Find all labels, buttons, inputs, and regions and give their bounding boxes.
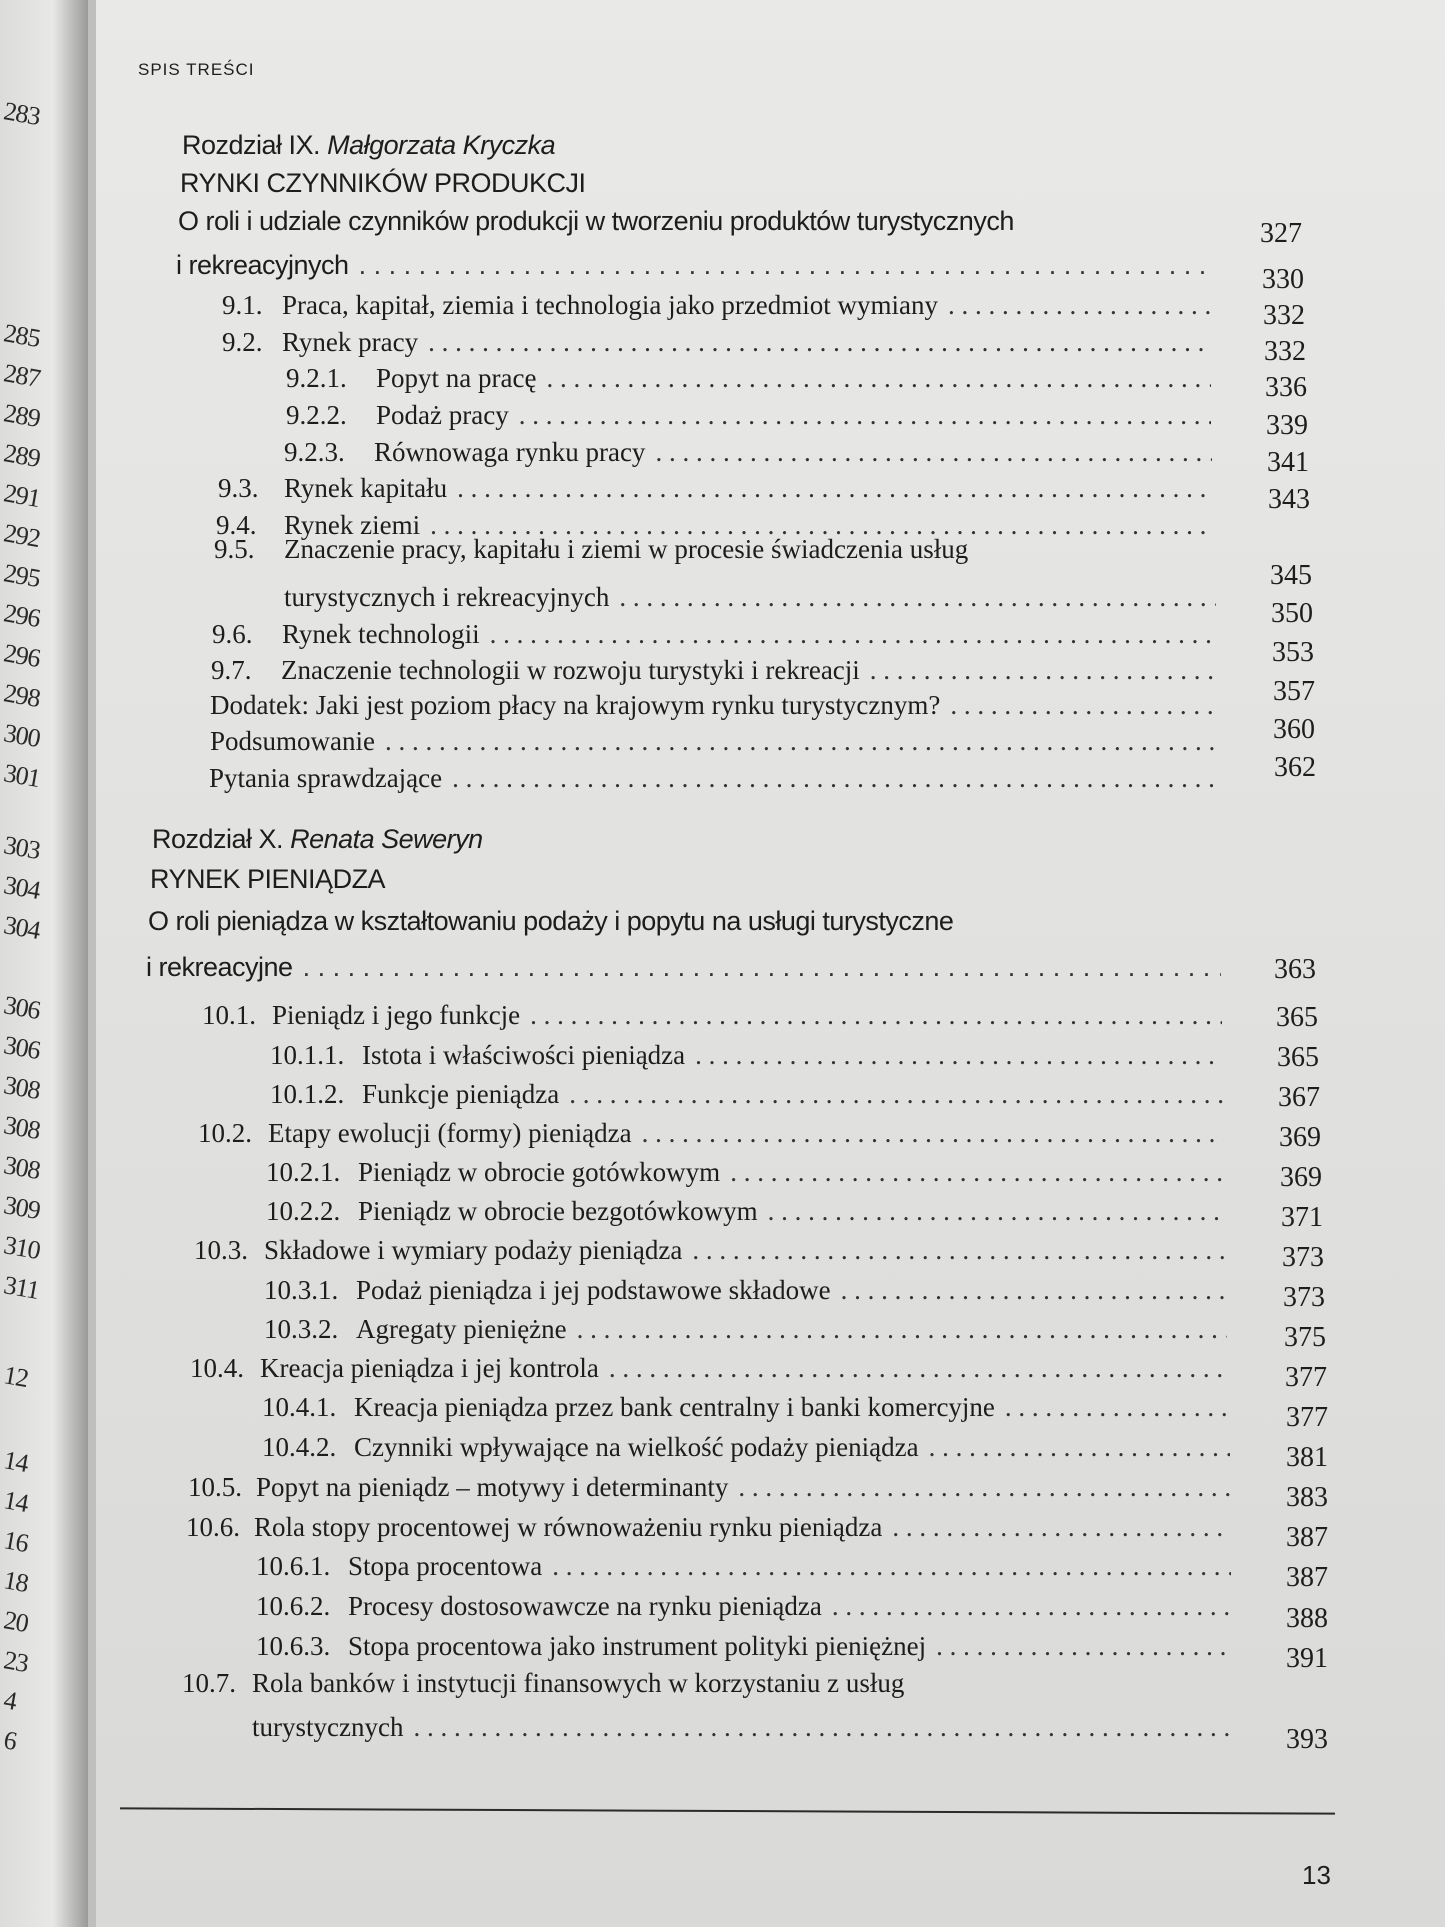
toc-entry[interactable] <box>202 1000 1232 1031</box>
leader-dots <box>428 327 1210 358</box>
entry-title: Znaczenie pracy, kapitału i ziemi w procesie świadczenia usług <box>284 534 969 564</box>
leader-dots <box>832 1591 1231 1622</box>
entry-number: 10.2.2. <box>266 1196 341 1226</box>
left-page-number: 301 <box>1 758 43 794</box>
entry-page: 353 <box>1272 637 1314 668</box>
entry-page: 388 <box>1286 1603 1328 1634</box>
entry-number: 9.2.1. <box>286 363 347 393</box>
toc-entry[interactable] <box>266 1196 1235 1227</box>
leader-dots <box>552 1551 1231 1582</box>
left-page-number: 296 <box>1 598 43 634</box>
left-page-number: 296 <box>1 638 43 674</box>
toc-entry[interactable] <box>198 1118 1234 1149</box>
toc-entry[interactable] <box>190 1353 1238 1384</box>
entry-title: Podsumowanie <box>210 726 375 756</box>
leader-dots <box>452 763 1219 794</box>
leader-dots <box>642 1118 1224 1149</box>
toc-entry[interactable] <box>286 400 1221 431</box>
left-page-number: 310 <box>1 1230 43 1266</box>
entry-number: 10.3. <box>194 1235 248 1265</box>
entry-page: 375 <box>1284 1322 1326 1353</box>
toc-entry[interactable] <box>264 1314 1237 1345</box>
toc-entry[interactable] <box>286 363 1221 394</box>
toc-entry[interactable] <box>222 290 1220 321</box>
entry-title: Rynek pracy <box>282 327 419 357</box>
entry-title: Równowaga rynku pracy <box>374 437 646 467</box>
chapter-10-subtitle-row <box>146 952 1231 983</box>
entry-title-continued: turystycznych <box>252 1712 404 1742</box>
left-page-number: 289 <box>1 398 43 434</box>
entry-title: Składowe i wymiary podaży pieniądza <box>264 1235 683 1265</box>
left-page-number: 287 <box>1 358 43 394</box>
chapter-9-subtitle-line1: O roli i udziale czynników produkcji w tworzeniu produktów turystycznych <box>178 206 1014 236</box>
left-page-number: 18 <box>1 1565 31 1598</box>
entry-title: Etapy ewolucji (formy) pieniądza <box>268 1118 632 1148</box>
toc-entry-line1[interactable] <box>182 1668 904 1699</box>
entry-number: 10.4. <box>190 1353 244 1383</box>
leader-dots <box>359 250 1216 281</box>
chapter-10-subtitle-line1: O roli pieniądza w kształtowaniu podaży i popytu na usługi turystyczne <box>148 906 954 936</box>
entry-number: 10.1.1. <box>270 1040 345 1070</box>
leader-dots <box>738 1472 1230 1503</box>
entry-page: 360 <box>1273 714 1315 745</box>
entry-number: 10.2.1. <box>266 1157 341 1187</box>
chapter-10-subtitle-line2: i rekreacyjne <box>146 952 293 982</box>
toc-entry-line2[interactable] <box>284 582 1226 613</box>
toc-entry[interactable] <box>210 690 1228 721</box>
entry-page: 332 <box>1263 300 1305 331</box>
entry-title: Praca, kapitał, ziemia i technologia jako przedmiot wymiany <box>282 290 939 320</box>
leader-dots <box>530 1000 1222 1031</box>
toc-entry[interactable] <box>222 327 1220 358</box>
left-page-number: 292 <box>1 518 43 554</box>
leader-dots <box>768 1196 1225 1227</box>
entry-page: 377 <box>1285 1362 1327 1393</box>
page-number: 13 <box>1302 1860 1331 1890</box>
left-page-number: 298 <box>1 678 43 714</box>
entry-number: 10.4.2. <box>262 1432 337 1462</box>
left-page-number: 308 <box>1 1070 43 1106</box>
left-page-number: 309 <box>1 1190 43 1226</box>
toc-entry-line2[interactable] <box>252 1712 1242 1743</box>
entry-number: 10.6. <box>186 1512 240 1542</box>
entry-title: Rynek technologii <box>282 619 480 649</box>
entry-page: 339 <box>1266 410 1308 441</box>
left-page-number: 308 <box>1 1150 43 1186</box>
entry-number: 9.7. <box>211 655 252 685</box>
entry-title: Stopa procentowa jako instrument polityki pieniężnej <box>348 1631 927 1661</box>
entry-title: Rola banków i instytucji finansowych w korzystaniu z usług <box>252 1668 905 1698</box>
leader-dots <box>695 1040 1222 1071</box>
entry-page: 373 <box>1282 1242 1324 1273</box>
leader-dots <box>892 1512 1230 1543</box>
left-page-number: 289 <box>1 438 43 474</box>
entry-title-continued: turystycznych i rekreacyjnych <box>284 582 610 612</box>
left-page-number: 12 <box>1 1360 31 1393</box>
chapter-9-label: Rozdział IX. <box>182 130 321 160</box>
entry-title: Rynek ziemi <box>284 510 421 540</box>
toc-entry[interactable] <box>256 1631 1241 1662</box>
left-page-number: 300 <box>1 718 43 754</box>
toc-entry[interactable] <box>256 1551 1241 1582</box>
toc-entry[interactable] <box>266 1157 1234 1188</box>
leader-dots <box>413 1712 1232 1743</box>
entry-page: 393 <box>1286 1724 1328 1755</box>
leader-dots <box>519 400 1211 431</box>
entry-page: 341 <box>1267 447 1309 478</box>
entry-number: 10.6.3. <box>256 1631 331 1661</box>
entry-page: 365 <box>1277 1042 1319 1073</box>
leader-dots <box>936 1631 1231 1662</box>
leader-dots <box>303 952 1221 983</box>
left-page-number: 6 <box>1 1725 19 1756</box>
entry-title: Podaż pieniądza i jej podstawowe składowe <box>356 1275 831 1305</box>
left-page-edge <box>0 0 88 1927</box>
left-page-number: 20 <box>1 1605 31 1638</box>
entry-title: Procesy dostosowawcze na rynku pieniądza <box>348 1591 822 1621</box>
entry-title: Znaczenie technologii w rozwoju turystyki i rekreacji <box>281 655 860 685</box>
entry-title: Kreacja pieniądza przez bank centralny i banki komercyjne <box>354 1392 995 1422</box>
leader-dots <box>730 1157 1224 1188</box>
entry-title: Rynek kapitału <box>284 473 448 503</box>
left-page-number: 308 <box>1 1110 43 1146</box>
left-page-number: 306 <box>1 1030 43 1066</box>
toc-entry[interactable] <box>256 1591 1241 1622</box>
leader-dots <box>870 655 1218 686</box>
toc-entry[interactable] <box>209 763 1229 794</box>
toc-entry[interactable] <box>262 1432 1240 1463</box>
entry-page: 373 <box>1283 1282 1325 1313</box>
entry-page: 365 <box>1276 1002 1318 1033</box>
entry-page: 381 <box>1286 1442 1328 1473</box>
left-page-number: 306 <box>1 990 43 1026</box>
entry-number: 10.5. <box>188 1472 242 1502</box>
entry-number: 9.1. <box>222 290 263 320</box>
entry-title: Dodatek: Jaki jest poziom płacy na krajowym rynku turystycznym? <box>210 690 941 720</box>
entry-page: 371 <box>1281 1202 1323 1233</box>
left-page-number: 303 <box>1 830 43 866</box>
entry-page: 343 <box>1268 484 1310 515</box>
leader-dots <box>1005 1392 1229 1423</box>
entry-page: 367 <box>1278 1082 1320 1113</box>
chapter-10-heading <box>152 824 483 855</box>
chapter-10-author: Renata Seweryn <box>290 824 483 854</box>
entry-page: 332 <box>1264 336 1306 367</box>
leader-dots <box>577 1314 1227 1345</box>
entry-number: 10.1. <box>202 1000 256 1030</box>
entry-title: Podaż pracy <box>376 400 509 430</box>
entry-page: 387 <box>1286 1562 1328 1593</box>
entry-title: Popyt na pieniądz – motywy i determinanty <box>256 1472 729 1502</box>
toc-entry[interactable] <box>270 1040 1232 1071</box>
leader-dots <box>841 1275 1226 1306</box>
toc-entry[interactable] <box>284 437 1222 468</box>
left-page-number: 295 <box>1 558 43 594</box>
entry-title: Funkcje pieniądza <box>362 1079 560 1109</box>
entry-title: Agregaty pieniężne <box>356 1314 567 1344</box>
leader-dots <box>569 1079 1223 1110</box>
chapter-9-heading <box>182 130 555 161</box>
entry-page: 357 <box>1273 676 1315 707</box>
entry-number: 10.3.1. <box>264 1275 339 1305</box>
entry-number: 10.2. <box>198 1118 252 1148</box>
entry-number: 10.6.1. <box>256 1551 331 1581</box>
entry-number: 10.4.1. <box>262 1392 337 1422</box>
left-page-number: 23 <box>1 1645 31 1678</box>
entry-number: 9.4. <box>216 510 257 540</box>
chapter-9-subtitle-row <box>176 250 1226 281</box>
leader-dots <box>609 1353 1228 1384</box>
entry-title: Pytania sprawdzające <box>209 763 443 793</box>
entry-title: Popyt na pracę <box>376 363 537 393</box>
entry-number: 9.6. <box>212 619 253 649</box>
entry-number: 10.1.2. <box>270 1079 345 1109</box>
entry-number: 9.3. <box>218 473 259 503</box>
toc-entry[interactable] <box>194 1235 1236 1266</box>
left-page-number: 283 <box>1 96 43 132</box>
entry-number: 10.7. <box>182 1668 236 1698</box>
leader-dots <box>490 619 1217 650</box>
entry-page: 330 <box>1262 264 1304 295</box>
leader-dots <box>692 1235 1226 1266</box>
entry-number: 9.5. <box>214 534 255 564</box>
left-page-number: 304 <box>1 910 43 946</box>
entry-page: 350 <box>1271 598 1313 629</box>
chapter-9-author: Małgorzata Kryczka <box>327 130 556 160</box>
entry-number: 10.3.2. <box>264 1314 339 1344</box>
left-page-number: 304 <box>1 870 43 906</box>
chapter-9-subtitle-page: 327 <box>1260 218 1302 249</box>
entry-title: Kreacja pieniądza i jej kontrola <box>260 1353 599 1383</box>
leader-dots <box>929 1432 1230 1463</box>
left-page-number: 291 <box>1 478 43 514</box>
entry-number: 9.2.2. <box>286 400 347 430</box>
toc-entry[interactable] <box>211 655 1228 686</box>
entry-page: 369 <box>1280 1162 1322 1193</box>
chapter-10-title: RYNEK PIENIĄDZA <box>150 864 386 894</box>
entry-number: 9.2. <box>222 327 263 357</box>
toc-entry[interactable] <box>212 619 1227 650</box>
entry-title: Pieniądz w obrocie gotówkowym <box>358 1157 721 1187</box>
entry-page: 369 <box>1279 1122 1321 1153</box>
left-page-number: 14 <box>1 1485 31 1518</box>
entry-page: 362 <box>1274 752 1316 783</box>
leader-dots <box>457 473 1213 504</box>
leader-dots <box>546 363 1211 394</box>
running-head: SPIS TREŚCI <box>138 60 255 79</box>
chapter-10-subtitle-page: 363 <box>1274 954 1316 985</box>
entry-page: 336 <box>1265 372 1307 403</box>
leader-dots <box>948 290 1210 321</box>
entry-page: 345 <box>1270 560 1312 591</box>
toc-entry[interactable] <box>186 1512 1240 1543</box>
chapter-9-subtitle-line2: i rekreacyjnych <box>176 250 349 280</box>
left-page-number: 285 <box>1 318 43 354</box>
left-page-number: 4 <box>1 1685 19 1716</box>
entry-title: Rola stopy procentowej w równoważeniu rynku pieniądza <box>254 1512 883 1542</box>
toc-entry-line1[interactable] <box>214 534 968 565</box>
entry-title: Pieniądz i jego funkcje <box>272 1000 521 1030</box>
entry-title: Pieniądz w obrocie bezgotówkowym <box>358 1196 758 1226</box>
leader-dots <box>950 690 1218 721</box>
left-page-number: 16 <box>1 1525 31 1558</box>
toc-entry[interactable] <box>188 1472 1240 1503</box>
entry-title: Stopa procentowa <box>348 1551 543 1581</box>
entry-number: 9.2.3. <box>284 437 345 467</box>
entry-page: 383 <box>1286 1482 1328 1513</box>
toc-entry[interactable] <box>264 1275 1236 1306</box>
entry-number: 10.6.2. <box>256 1591 331 1621</box>
left-page-number: 311 <box>1 1270 42 1305</box>
entry-page: 387 <box>1286 1522 1328 1553</box>
entry-title: Istota i właściwości pieniądza <box>362 1040 686 1070</box>
chapter-10-label: Rozdział X. <box>152 824 284 854</box>
left-page-number: 14 <box>1 1445 31 1478</box>
entry-title: Czynniki wpływające na wielkość podaży pieniądza <box>354 1432 919 1462</box>
entry-page: 377 <box>1286 1402 1328 1433</box>
toc-entry[interactable] <box>210 726 1228 757</box>
entry-page: 391 <box>1286 1643 1328 1674</box>
chapter-9-title: RYNKI CZYNNIKÓW PRODUKCJI <box>180 168 586 198</box>
leader-dots <box>385 726 1218 757</box>
toc-entry[interactable] <box>262 1392 1239 1423</box>
toc-entry[interactable] <box>218 473 1223 504</box>
leader-dots <box>655 437 1212 468</box>
toc-entry[interactable] <box>270 1079 1233 1110</box>
leader-dots <box>619 582 1216 613</box>
